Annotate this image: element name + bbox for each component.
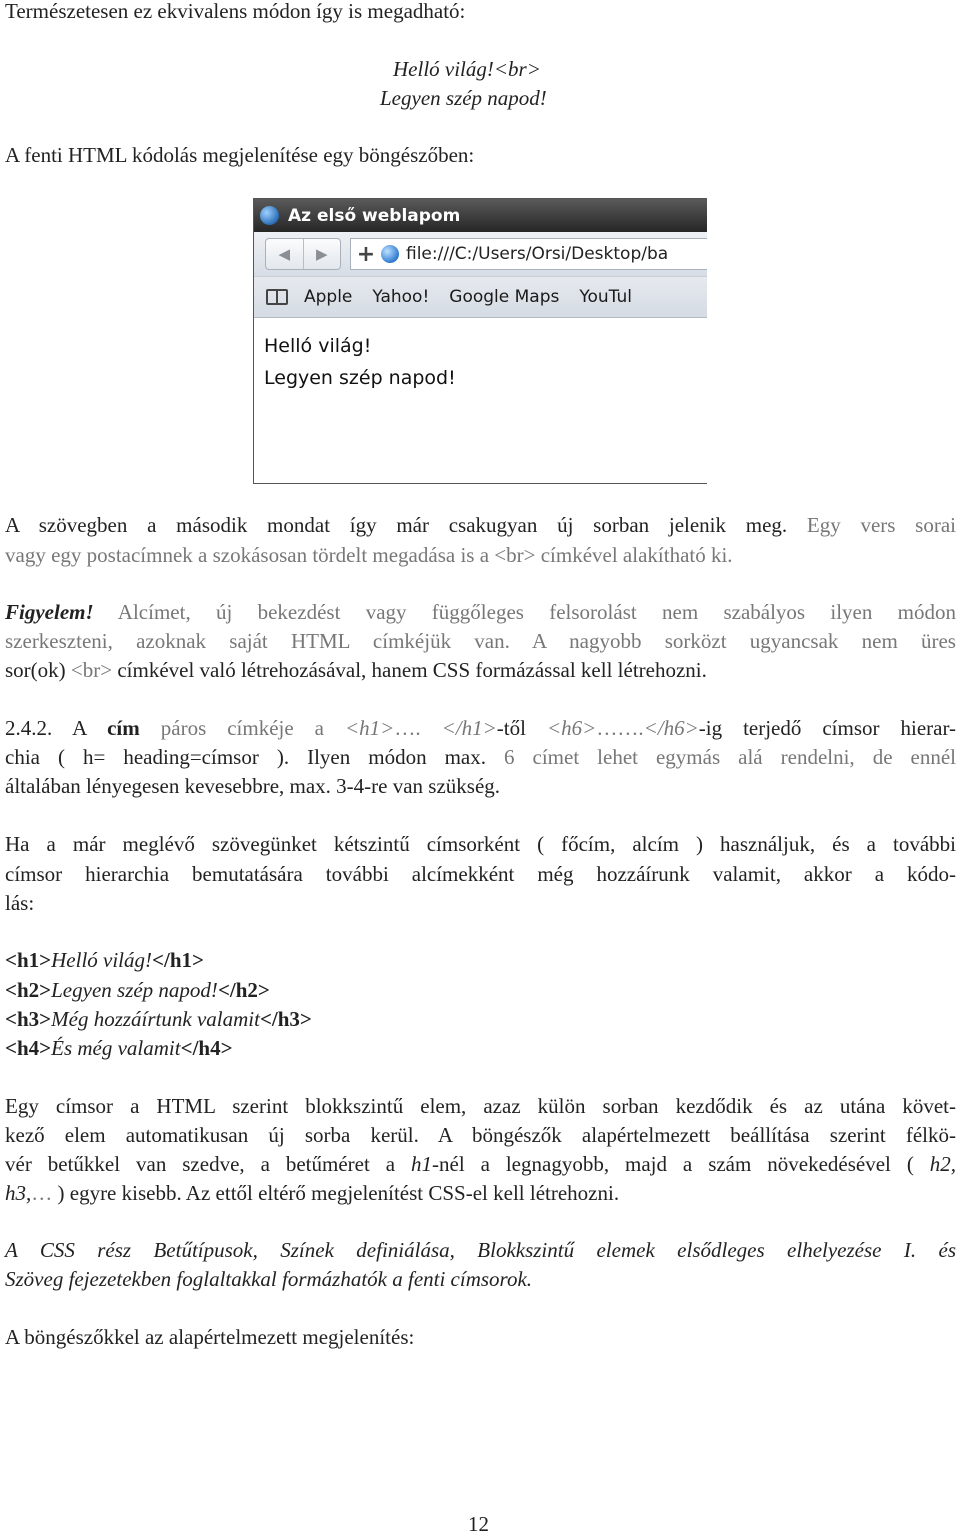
text: -nél a legnagyobb, majd a szám növekedésével ( <box>432 1152 914 1176</box>
br-tag: <br> <box>70 658 113 682</box>
text: címkével alakítható ki. <box>540 543 733 567</box>
render-intro-text: A fenti HTML kódolás megjelenítése egy böngészőben: <box>5 143 475 167</box>
plus-icon[interactable]: + <box>356 241 376 267</box>
browser-screenshot <box>253 198 707 484</box>
h3-ref: h3, <box>5 1181 32 1205</box>
text: -től <box>496 716 526 740</box>
para1-line1 <box>5 511 956 540</box>
bookmark-item[interactable]: Yahoo! <box>372 287 430 307</box>
text: Egy vers sorai <box>806 513 957 537</box>
close-tag: </h3> <box>259 1007 312 1031</box>
code-text: Helló világ! <box>51 948 153 972</box>
code-line-h4 <box>5 1034 233 1062</box>
text: sor(ok) <box>5 658 66 682</box>
para5-line1: Egy címsor a HTML szerint blokkszintű elem, azaz külön sorban kezdődik és az utána követ- <box>5 1094 956 1118</box>
warning-label: Figyelem! <box>5 600 94 624</box>
h6-tag: <h6> <box>546 716 597 740</box>
viewport-line-2: Legyen szép napod! <box>264 367 456 389</box>
text: ) egyre kisebb. Az ettől eltérő megjelenítést CSS-el kell létrehozni. <box>57 1181 620 1205</box>
back-arrow-icon[interactable]: ◀ <box>278 245 291 263</box>
text: vagy egy postacímnek a szokásosan tördelt megadása is a <box>5 543 490 567</box>
page-number: 12 <box>468 1512 489 1536</box>
text: ……. <box>596 716 644 740</box>
para1-line2 <box>5 541 733 569</box>
h2-ref: h2, <box>929 1152 957 1176</box>
text: A szövegben a második mondat így már csakugyan új sorban jelenik meg. <box>5 513 788 537</box>
code-text: Még hozzáírtunk valamit <box>51 1007 260 1031</box>
nav-buttons <box>265 238 341 270</box>
browser-logo-icon <box>260 206 279 225</box>
open-tag: <h1> <box>5 948 52 972</box>
open-tag: <h2> <box>5 978 52 1002</box>
h1-tag: <h1> <box>345 716 395 740</box>
para2-line2 <box>5 627 956 656</box>
text: …. <box>394 716 421 740</box>
para3-line2 <box>5 743 956 772</box>
browser-titlebar <box>254 199 707 232</box>
browser-navbar <box>254 232 707 277</box>
code-text: És még valamit <box>51 1036 181 1060</box>
br-tag: <br> <box>493 57 541 81</box>
para4-line1: Ha a már meglévő szövegünket kétszintű címsorként ( főcím, alcím ) használjuk, és a további <box>5 832 956 856</box>
para3-line3: általában lényegesen kevesebbre, max. 3-4-re van szükség. <box>5 774 501 798</box>
bookmark-item[interactable]: YouTul <box>579 287 632 307</box>
code-text: Legyen szép napod! <box>51 978 218 1002</box>
h1-ref: h1 <box>411 1152 432 1176</box>
para4-line2: címsor hierarchia bemutatására további alcímekként még hozzáírunk valamit, akkor a kódo- <box>5 862 956 886</box>
bookmark-item[interactable]: Google Maps <box>449 287 560 307</box>
text: Alcímet, új bekezdést vagy függőleges felsorolást nem szabályos ilyen módon <box>117 600 956 624</box>
intro-text: Természetesen ez ekvivalens módon így is megadható: <box>5 0 466 23</box>
example-line-2: Legyen szép napod! <box>380 86 547 110</box>
viewport-line-1: Helló világ! <box>264 335 372 357</box>
close-tag: </h1> <box>152 948 204 972</box>
text: címkével való létrehozásával, hanem CSS formázással kell létrehozni. <box>117 658 707 682</box>
browser-title: Az első weblapom <box>288 205 461 226</box>
bookmarks-bar <box>254 277 707 318</box>
para4-line3: lás: <box>5 891 35 915</box>
open-tag: <h4> <box>5 1036 52 1060</box>
forward-arrow-icon[interactable]: ▶ <box>303 239 341 269</box>
text: szerkeszteni, azoknak saját HTML címkéjük van. <box>5 629 510 653</box>
example-line-1 <box>393 55 541 83</box>
bookmarks-book-icon[interactable] <box>266 289 288 305</box>
para2-line3 <box>5 656 707 684</box>
br-tag: <br> <box>494 543 536 567</box>
para6-line2: Szöveg fejezetekben foglaltakkal formázhatók a fenti címsorok. <box>5 1267 533 1291</box>
text: chia ( h= heading=címsor ). Ilyen módon max. <box>5 745 486 769</box>
address-bar[interactable] <box>350 238 707 270</box>
text: páros címkéje a <box>160 716 325 740</box>
h1-close-tag: </h1> <box>441 716 497 740</box>
code-line-h2 <box>5 976 270 1004</box>
para5-line2: kező elem automatikusan új sorba kerül. A böngészők alapértelmezett beállítása szerint félkö- <box>5 1123 956 1147</box>
para7-text: A böngészőkkel az alapértelmezett megjelenítés: <box>5 1325 415 1349</box>
h6-close-tag: </h6> <box>643 716 699 740</box>
text: A nagyobb sorközt ugyancsak nem üres <box>531 629 956 653</box>
open-tag: <h3> <box>5 1007 52 1031</box>
para3-line1 <box>5 714 956 743</box>
code-line-h3 <box>5 1005 312 1033</box>
example-text-1: Helló világ! <box>393 57 494 81</box>
bookmark-item[interactable]: Apple <box>304 287 353 307</box>
para5-line3 <box>5 1150 956 1179</box>
text: 6 címet lehet egymás alá rendelni, de ennél <box>504 745 956 769</box>
text: … <box>31 1181 53 1205</box>
address-text[interactable]: file:///C:/Users/Orsi/Desktop/ba <box>406 244 669 264</box>
text: vér betűkkel van szedve, a betűméret a <box>5 1152 396 1176</box>
close-tag: </h2> <box>217 978 270 1002</box>
browser-viewport <box>254 318 707 394</box>
close-tag: </h4> <box>180 1036 233 1060</box>
globe-icon <box>381 245 399 263</box>
text: -ig terjedő címsor hierar- <box>698 716 957 740</box>
para2-line1 <box>5 598 956 627</box>
code-line-h1 <box>5 946 204 974</box>
para5-line4 <box>5 1179 619 1207</box>
para6-line1: A CSS rész Betűtípusok, Színek definiálása, Blokkszintű elemek elsődleges elhelyezése I. és <box>5 1238 956 1262</box>
bold-term: cím <box>107 716 140 740</box>
section-number: 2.4.2. A <box>5 716 87 740</box>
